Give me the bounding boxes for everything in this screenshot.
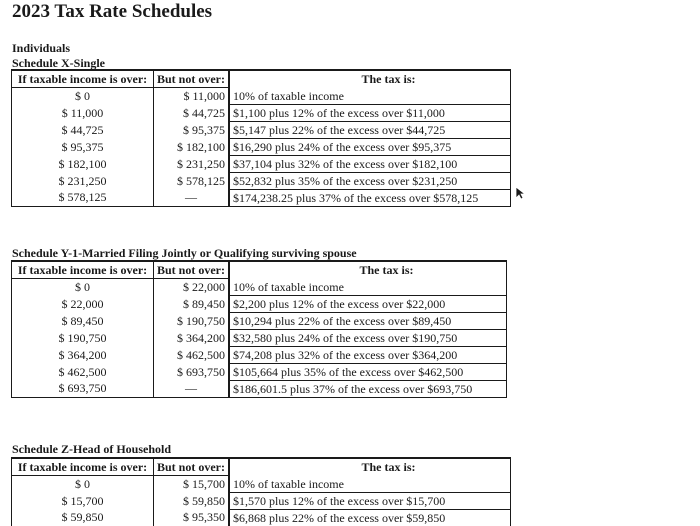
table-row xyxy=(12,363,506,380)
tax-formula-cell: $1,100 plus 12% of the excess over $11,000 xyxy=(229,104,510,121)
header-row xyxy=(12,71,510,88)
schedule-z-table xyxy=(11,457,511,526)
income-over-cell: $ 44,725 xyxy=(12,121,154,138)
table-row xyxy=(12,138,510,155)
header-tax: The tax is: xyxy=(361,72,416,87)
income-not-over-cell: — xyxy=(185,190,197,205)
tax-formula-cell: $52,832 plus 35% of the excess over $231,250 xyxy=(229,172,510,189)
income-over-cell: $ 15,700 xyxy=(12,492,154,509)
income-over-cell: $ 182,100 xyxy=(12,155,154,172)
table-row xyxy=(12,104,510,121)
income-over-cell: $ 693,750 xyxy=(12,380,154,397)
tax-formula-cell: $174,238.25 plus 37% of the excess over $578,125 xyxy=(229,189,510,206)
income-not-over-cell: $ 11,000 xyxy=(183,89,225,103)
header-over: If taxable income is over: xyxy=(12,71,154,88)
income-over-cell: $ 59,850 xyxy=(12,509,154,526)
header-not-over: But not over: xyxy=(154,71,230,88)
income-not-over-cell: $ 462,500 xyxy=(177,347,225,362)
tax-formula-cell: $1,570 plus 12% of the excess over $15,700 xyxy=(229,492,510,509)
table-row xyxy=(12,492,510,509)
header-row xyxy=(12,262,506,279)
income-over-cell: $ 0 xyxy=(12,476,154,493)
income-not-over-cell: $ 95,350 xyxy=(183,510,225,525)
income-not-over-cell: $ 59,850 xyxy=(183,493,225,508)
page-title: 2023 Tax Rate Schedules xyxy=(12,1,213,22)
tax-formula-cell: 10% of taxable income xyxy=(229,476,510,493)
schedule-x-table xyxy=(11,69,511,207)
tax-formula-cell: $74,208 plus 32% of the excess over $364,200 xyxy=(229,346,506,363)
income-over-cell: $ 462,500 xyxy=(12,363,154,380)
income-over-cell: $ 364,200 xyxy=(12,346,154,363)
header-tax: The tax is: xyxy=(359,263,414,278)
tax-formula-cell: 10% of taxable income xyxy=(229,88,510,105)
income-over-cell: $ 11,000 xyxy=(12,104,154,121)
tax-formula-cell: $105,664 plus 35% of the excess over $462,500 xyxy=(229,363,506,380)
table-row xyxy=(12,279,506,296)
tax-formula-cell: $37,104 plus 32% of the excess over $182,100 xyxy=(229,155,510,172)
tax-formula-cell: 10% of taxable income xyxy=(229,279,506,296)
table-row xyxy=(12,509,510,526)
income-not-over-cell: $ 95,375 xyxy=(183,122,225,137)
table-row xyxy=(12,172,510,189)
header-over: If taxable income is over: xyxy=(12,459,154,476)
tax-formula-cell: $5,147 plus 22% of the excess over $44,725 xyxy=(229,121,510,138)
income-not-over-cell: $ 364,200 xyxy=(177,330,225,345)
table-row xyxy=(12,121,510,138)
income-over-cell: $ 578,125 xyxy=(12,189,154,206)
income-not-over-cell: $ 190,750 xyxy=(177,313,225,328)
tax-formula-cell: $16,290 plus 24% of the excess over $95,375 xyxy=(229,138,510,155)
table-row xyxy=(12,88,510,105)
income-over-cell: $ 0 xyxy=(12,279,154,296)
income-not-over-cell: $ 231,250 xyxy=(177,156,225,171)
income-not-over-cell: $ 578,125 xyxy=(177,173,225,188)
table-row xyxy=(12,295,506,312)
schedule-y1-table xyxy=(11,260,507,398)
table-row xyxy=(12,346,506,363)
header-over: If taxable income is over: xyxy=(12,262,154,279)
mouse-pointer-icon xyxy=(515,186,527,200)
header-not-over: But not over: xyxy=(154,262,230,279)
tax-formula-cell: $186,601.5 plus 37% of the excess over $693,750 xyxy=(229,380,506,397)
income-over-cell: $ 190,750 xyxy=(12,329,154,346)
income-over-cell: $ 22,000 xyxy=(12,295,154,312)
tax-formula-cell: $10,294 plus 22% of the excess over $89,450 xyxy=(229,312,506,329)
table-row xyxy=(12,155,510,172)
income-not-over-cell: $ 22,000 xyxy=(183,280,225,294)
tax-formula-cell: $2,200 plus 12% of the excess over $22,000 xyxy=(229,295,506,312)
table-row xyxy=(12,476,510,493)
income-over-cell: $ 231,250 xyxy=(12,172,154,189)
tax-formula-cell: $6,868 plus 22% of the excess over $59,850 xyxy=(229,509,510,526)
schedule-z-label: Schedule Z-Head of Household xyxy=(12,442,172,456)
income-not-over-cell: — xyxy=(185,381,197,396)
income-not-over-cell: $ 15,700 xyxy=(183,477,225,491)
income-over-cell: $ 89,450 xyxy=(12,312,154,329)
income-not-over-cell: $ 693,750 xyxy=(177,364,225,379)
schedule-y1-label: Schedule Y-1-Married Filing Jointly or Qualifying surviving spouse xyxy=(12,246,357,260)
header-row xyxy=(12,459,510,476)
table-row xyxy=(12,189,510,206)
income-over-cell: $ 0 xyxy=(12,88,154,105)
tax-formula-cell: $32,580 plus 24% of the excess over $190,750 xyxy=(229,329,506,346)
income-not-over-cell: $ 182,100 xyxy=(177,139,225,154)
table-row xyxy=(12,312,506,329)
schedule-x-label: Schedule X-Single xyxy=(12,56,106,70)
income-not-over-cell: $ 44,725 xyxy=(183,105,225,120)
header-not-over: But not over: xyxy=(154,459,230,476)
header-tax: The tax is: xyxy=(361,460,416,475)
income-not-over-cell: $ 89,450 xyxy=(183,296,225,311)
table-row xyxy=(12,329,506,346)
income-over-cell: $ 95,375 xyxy=(12,138,154,155)
table-row xyxy=(12,380,506,397)
individuals-heading: Individuals xyxy=(12,41,71,55)
